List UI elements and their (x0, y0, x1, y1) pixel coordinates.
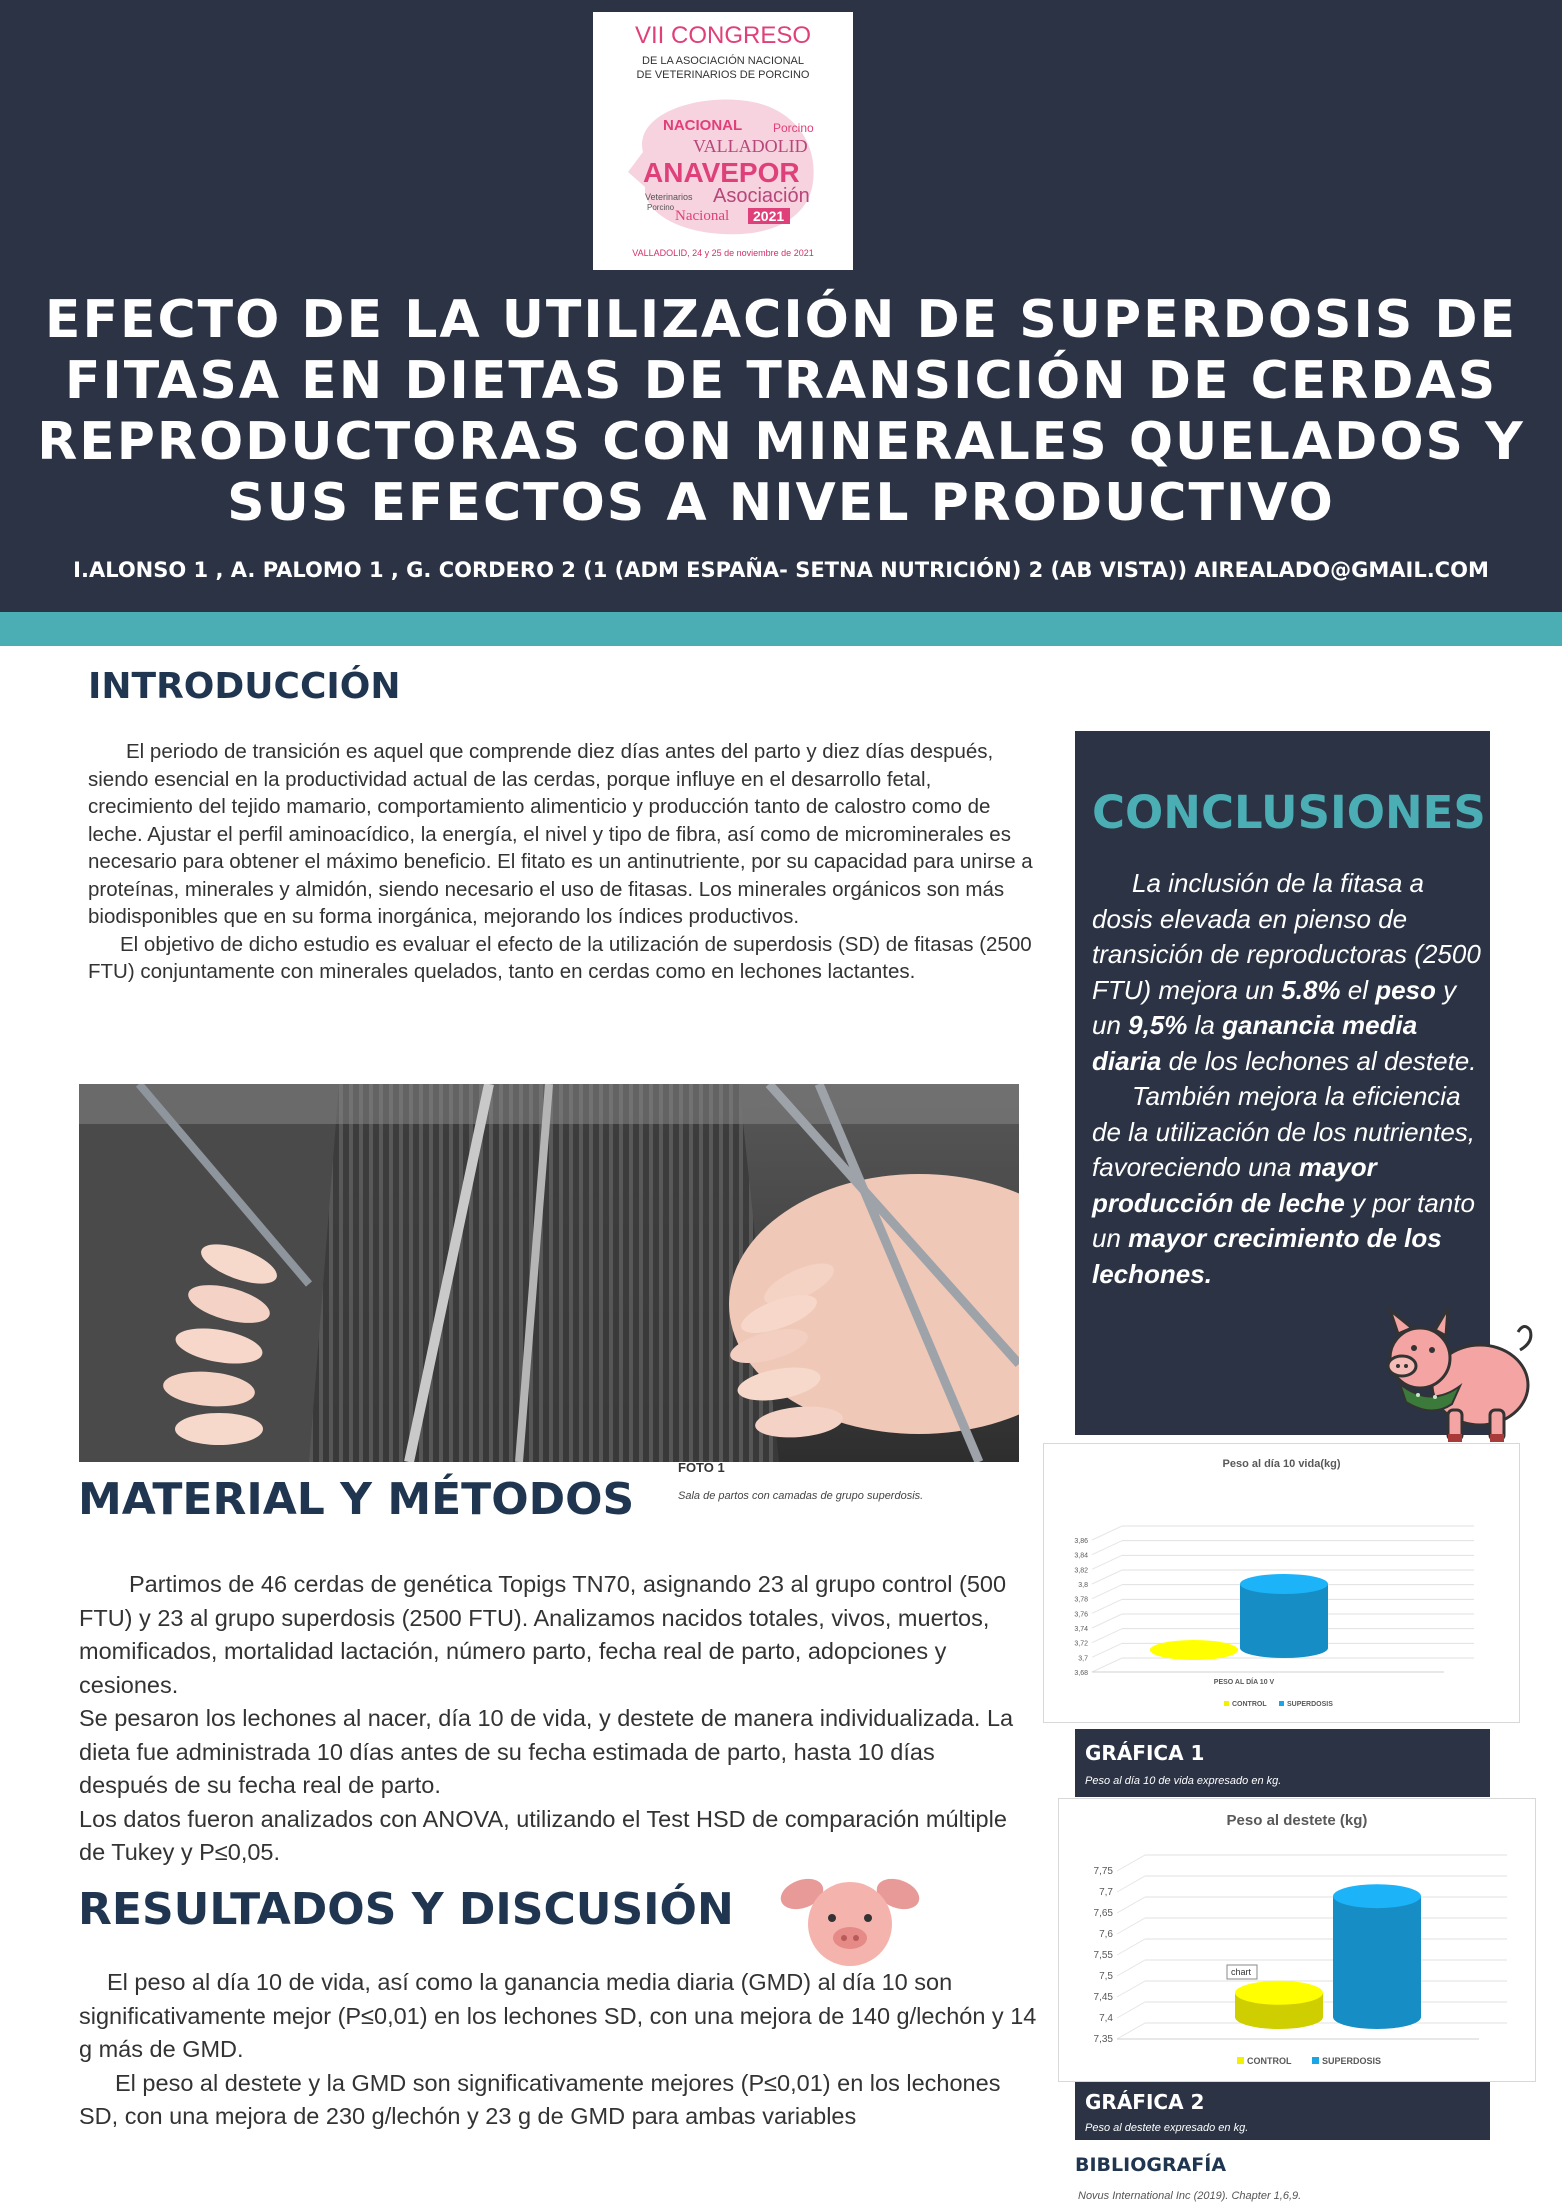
bar-superdosis (1333, 1884, 1421, 2029)
y-tick-label: 3,7 (1078, 1655, 1088, 1663)
gridline-diagonal (1092, 1541, 1122, 1555)
svg-text:Porcino: Porcino (773, 121, 814, 135)
graph1-caption: Peso al día 10 de vida expresado en kg. (1085, 1775, 1282, 1787)
gridline-diagonal (1092, 1526, 1122, 1540)
pig-word-cloud-icon (623, 92, 823, 242)
y-tick-label: 7,75 (1093, 1866, 1113, 1877)
legend-swatch (1224, 1701, 1229, 1706)
y-tick-label: 7,7 (1099, 1887, 1113, 1898)
congress-logo (593, 12, 853, 270)
svg-text:2021: 2021 (753, 208, 785, 224)
gridline-diagonal (1117, 1939, 1145, 1955)
graph2-caption: Peso al destete expresado en kg. (1085, 2122, 1249, 2134)
y-tick-label: 7,5 (1099, 1971, 1113, 1982)
gridline-diagonal (1092, 1570, 1122, 1584)
svg-text:Veterinarios: Veterinarios (645, 192, 693, 202)
photo-caption: Sala de partos con camadas de grupo superdosis. (678, 1490, 924, 1502)
svg-text:Asociación: Asociación (713, 185, 810, 207)
chart1-svg (1044, 1444, 1519, 1722)
bar-top (1235, 1981, 1323, 2005)
header-divider-band (0, 612, 1562, 646)
graph1-caption-box (1075, 1729, 1490, 1797)
intro-text: El periodo de transición es aquel que comprende diez días antes del parto y diez días después, siendo esencial en la productividad actual de las cerdas, porque influye en el desarrollo fetal, crecimiento del tejido mamario, comportamiento alimenticio y producción tanto de calostro como de leche. Ajustar el perfil aminoacídico, la energía, el nivel y tipo de fibra, así como de microminerales es necesario para obtener el máximo beneficio. El fitato es un antinutriente, por su capacidad para unirse a proteínas, minerales y almidón, siendo necesario el uso de fitasas. Los minerales orgánicos son más biodisponibles que en su forma inorgánica, mejorando los índices productivos. El objetivo de dicho estudio es evaluar el efecto de la utilización de superdosis (SD) de fitasas (2500 FTU) conjuntamente con minerales quelados, tanto en cerdas como en lechones lactantes. (88, 740, 1033, 983)
chart-title: Peso al día 10 vida(kg) (1222, 1458, 1341, 1470)
gridline-diagonal (1092, 1658, 1122, 1672)
graph2-label: GRÁFICA 2 (1085, 2090, 1205, 2114)
legend-label: SUPERDOSIS (1322, 2056, 1382, 2066)
intro-heading: INTRODUCCIÓN (88, 666, 401, 707)
bar-superdosis (1240, 1574, 1328, 1658)
y-tick-label: 3,72 (1074, 1640, 1088, 1648)
bar-body (1333, 1896, 1421, 2029)
legend-label: CONTROL (1232, 1701, 1267, 1708)
results-heading: RESULTADOS Y DISCUSIÓN (78, 1884, 734, 1935)
bibliography-reference: Novus International Inc (2019). Chapter 1,6,9. (1078, 2190, 1302, 2202)
y-tick-label: 7,35 (1093, 2034, 1113, 2045)
gridline-diagonal (1117, 1876, 1145, 1892)
gridline-diagonal (1092, 1585, 1122, 1599)
gridline-diagonal (1117, 1897, 1145, 1913)
gridline-diagonal (1092, 1614, 1122, 1628)
photo-label: FOTO 1 (678, 1460, 725, 1475)
gridline-diagonal (1117, 1960, 1145, 1976)
y-tick-label: 3,82 (1074, 1567, 1088, 1575)
authors-line: I.ALONSO 1 , A. PALOMO 1 , G. CORDERO 2 (1 (ADM ESPAÑA- SETNA NUTRICIÓN) 2 (AB VISTA)) AIREALADO@GMAIL.COM (73, 558, 1489, 582)
y-tick-label: 7,45 (1093, 1992, 1113, 2003)
logo-subtitle: DE LA ASOCIACIÓN NACIONAL DE VETERINARIOS DE PORCINO (636, 55, 810, 81)
chart-peso-destete (1058, 1798, 1536, 2082)
chart-title: Peso al destete (kg) (1226, 1812, 1368, 1829)
y-tick-label: 3,86 (1074, 1538, 1088, 1545)
gridline-diagonal (1092, 1629, 1122, 1643)
gridline-diagonal (1092, 1643, 1122, 1657)
svg-text:ANAVEPOR: ANAVEPOR (643, 157, 800, 188)
bar-top (1240, 1574, 1328, 1594)
bar-control (1150, 1640, 1238, 1660)
gridline-diagonal (1092, 1599, 1122, 1613)
legend-swatch (1312, 2057, 1319, 2064)
y-tick-label: 7,4 (1099, 2013, 1113, 2024)
conclusions-text: La inclusión de la fitasa a dosis elevada en pienso de transición de reproductoras (2500 FTU) mejora un 5.8% el peso y un 9,5% la ganancia media diaria de los lechones al destete. También mejora la eficiencia de la utilización de los nutrientes, favoreciendo una mayor producción de leche y por tanto un mayor crecimiento de los lechones. (1092, 868, 1481, 1289)
gridline-diagonal (1117, 2002, 1145, 2018)
legend-label: CONTROL (1247, 2056, 1292, 2066)
y-tick-label: 3,84 (1074, 1552, 1088, 1560)
x-axis-label: PESO AL DÍA 10 V (1213, 1679, 1275, 1686)
cartoon-pig-icon (1380, 1300, 1535, 1455)
results-text: El peso al día 10 de vida, así como la ganancia media diaria (GMD) al día 10 son significativamente mejor (P≤0,01) en los lechones SD, con una mejora de 140 g/lechón y 14 g más de GMD. El peso al destete y la GMD son significativamente mejores (P≤0,01) en los lechones SD, con una mejora de 230 g/lechón y 23 g de GMD para ambas variables (79, 1969, 1037, 2129)
y-tick-label: 3,68 (1074, 1670, 1088, 1677)
logo-title: VII CONGRESO (634, 22, 812, 49)
gridline-diagonal (1117, 1918, 1145, 1934)
bar-top (1150, 1640, 1238, 1660)
gridline-diagonal (1117, 1981, 1145, 1997)
svg-text:Nacional: Nacional (675, 208, 730, 224)
svg-text:VALLADOLID: VALLADOLID (693, 136, 808, 156)
gridline-diagonal (1117, 2023, 1145, 2039)
logo-location-date: VALLADOLID, 24 y 25 de noviembre de 2021 (632, 248, 814, 258)
conclusions-heading: CONCLUSIONES (1092, 786, 1486, 839)
graph2-caption-box (1075, 2082, 1490, 2140)
y-tick-label: 3,76 (1074, 1611, 1088, 1619)
farrowing-room-photo (79, 1084, 1019, 1462)
pig-face-icon (780, 1872, 920, 1968)
bar-body (1240, 1584, 1328, 1658)
gridline-diagonal (1117, 1855, 1145, 1871)
legend-swatch (1237, 2057, 1244, 2064)
chart-annotation: chart (1231, 1967, 1252, 1977)
poster-title: EFECTO DE LA UTILIZACIÓN DE SUPERDOSIS DE FITASA EN DIETAS DE TRANSICIÓN DE CERDAS REPRODUCTORAS CON MINERALES QUELADOS Y SUS EFECTOS A NIVEL PRODUCTIVO (37, 290, 1525, 533)
y-tick-label: 3,74 (1074, 1626, 1088, 1633)
y-tick-label: 7,55 (1093, 1950, 1113, 1961)
methods-text: Partimos de 46 cerdas de genética Topigs TN70, asignando 23 al grupo control (500 FTU) y 23 al grupo superdosis (2500 FTU). Analizamos nacidos totales, vivos, muertos, momificados, mortalidad lactación, número parto, fecha real de parto, adopciones y cesiones. Se pesaron los lechones al nacer, día 10 de vida, y destete de manera individualizada. La dieta fue administrada 10 días antes de su fecha estimada de parto, hasta 10 días después de su fecha real de parto. Los datos fueron analizados con ANOVA, utilizando el Test HSD de comparación múltiple de Tukey y P≤0,05. (79, 1571, 1014, 1865)
legend-label: SUPERDOSIS (1287, 1701, 1333, 1708)
bar-control (1235, 1981, 1323, 2029)
chart2-svg (1059, 1799, 1535, 2081)
y-tick-label: 3,78 (1074, 1596, 1088, 1604)
gridline-diagonal (1092, 1555, 1122, 1569)
bibliography-heading: BIBLIOGRAFÍA (1075, 2154, 1227, 2176)
legend-swatch (1279, 1701, 1284, 1706)
graph1-label: GRÁFICA 1 (1085, 1741, 1205, 1765)
y-tick-label: 7,65 (1093, 1908, 1113, 1919)
bar-top (1333, 1884, 1421, 1908)
y-tick-label: 7,6 (1099, 1929, 1113, 1940)
svg-text:Porcino: Porcino (647, 203, 675, 212)
chart-peso-dia-10 (1043, 1443, 1520, 1723)
methods-heading: MATERIAL Y MÉTODOS (78, 1474, 635, 1525)
svg-text:NACIONAL: NACIONAL (663, 117, 743, 134)
y-tick-label: 3,8 (1078, 1582, 1088, 1589)
